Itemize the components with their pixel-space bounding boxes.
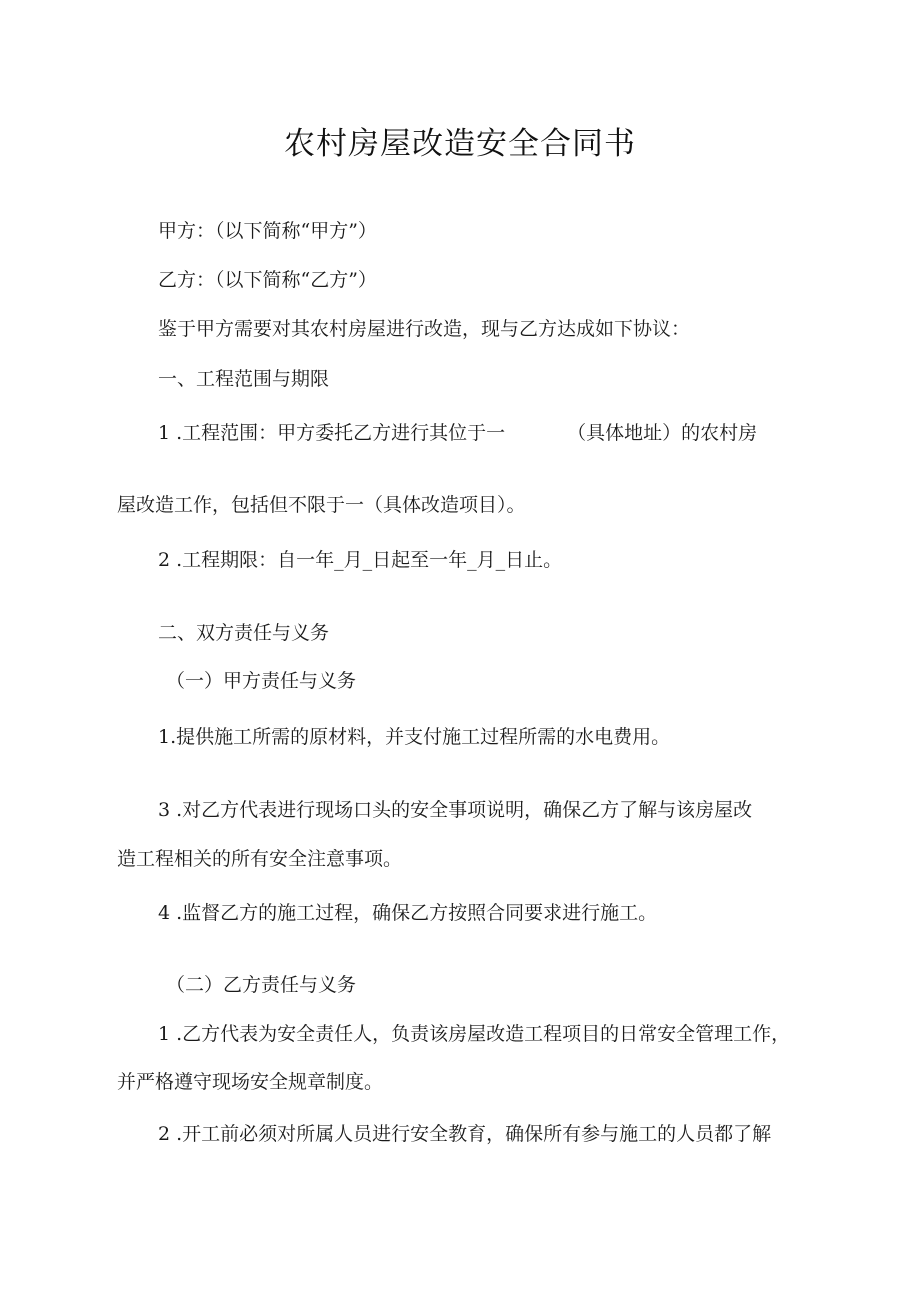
document-title: 农村房屋改造安全合同书: [284, 126, 636, 162]
section2-sub2-heading: （二）乙方责任与义务: [166, 974, 357, 996]
section1-item1: [158, 420, 757, 446]
preamble-line: 鉴于甲方需要对其农村房屋进行改造，现与乙方达成如下协议：: [158, 318, 691, 340]
section2-heading: 二、双方责任与义务: [158, 622, 330, 644]
party-b-line: 乙方：（以下简称“乙方”）: [158, 269, 377, 291]
section1-item2: 2 .工程期限：自一年_月_日起至一年_月_日止。: [158, 549, 563, 571]
section1-item1-part1: 1 .工程范围：甲方委托乙方进行其位于一: [158, 422, 506, 444]
sub1-item3: 3 .对乙方代表进行现场口头的安全事项说明，确保乙方了解与该房屋改: [158, 799, 753, 821]
sub2-item1: 1 .乙方代表为安全责任人，负责该房屋改造工程项目的日常安全管理工作，: [158, 1023, 791, 1045]
section1-item1-part2: （具体地址）的农村房: [567, 422, 758, 444]
party-a-line: 甲方：（以下简称“甲方”）: [158, 220, 377, 242]
sub1-item4: 4 .监督乙方的施工过程，确保乙方按照合同要求进行施工。: [158, 902, 658, 924]
section2-sub1-heading: （一）甲方责任与义务: [166, 670, 357, 692]
sub1-item3-continuation: 造工程相关的所有安全注意事项。: [117, 848, 403, 870]
section1-item1-continuation: 屋改造工作，包括但不限于一（具体改造项目）。: [117, 494, 526, 516]
sub2-item2: 2 .开工前必须对所属人员进行安全教育，确保所有参与施工的人员都了解: [158, 1123, 772, 1145]
sub2-item1-continuation: 并严格遵守现场安全规章制度。: [117, 1071, 384, 1093]
sub1-item1: 1.提供施工所需的原材料，并支付施工过程所需的水电费用。: [158, 726, 671, 748]
section1-heading: 一、工程范围与期限: [158, 368, 330, 390]
